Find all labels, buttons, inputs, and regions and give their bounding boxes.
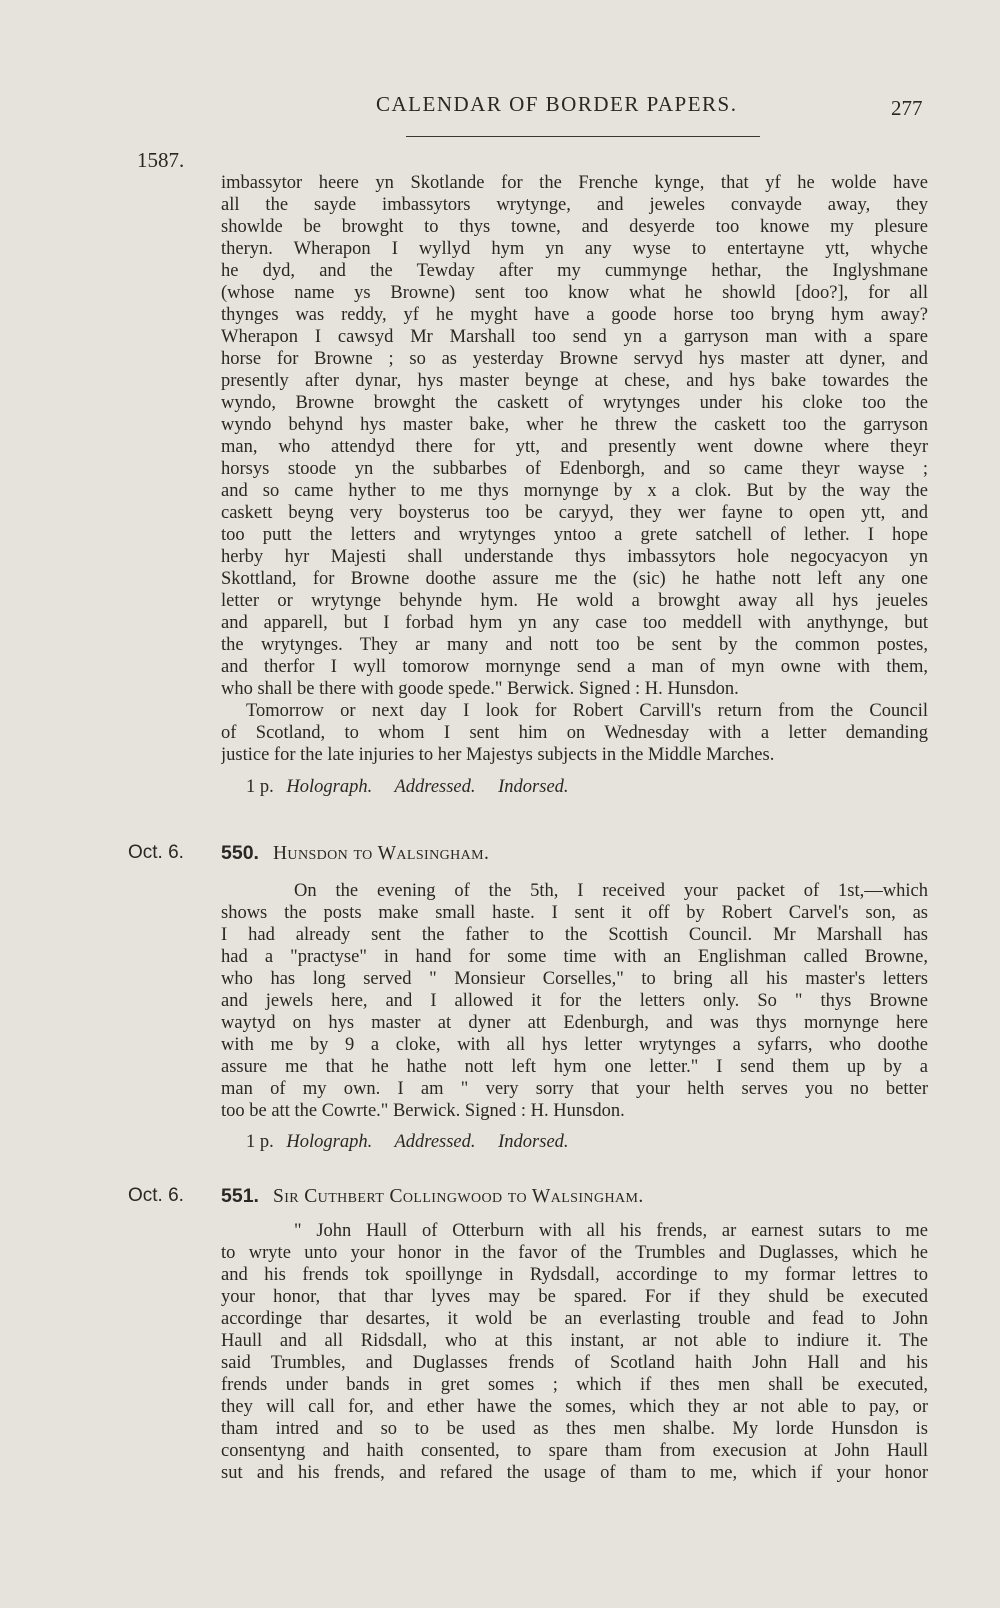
text-line: I had already sent the father to the Scottish Council. Mr Marshall has <box>221 925 928 945</box>
entry-number: 550. <box>221 842 259 864</box>
text-line: tham intred and so to be used as thes men shalbe. My lorde Hunsdon is <box>221 1419 928 1439</box>
text-line: to wryte unto your honor in the favor of the Trumbles and Duglasses, which he <box>221 1243 928 1263</box>
note-holograph: Holograph. <box>286 1132 373 1152</box>
text-line: showlde be browght to thys towne, and desyerde too knowe my plesure <box>221 217 928 237</box>
entry-date: Oct. 6. <box>128 1185 184 1206</box>
entry-heading <box>221 842 489 865</box>
text-line: shows the posts make small haste. I sent it off by Robert Carvel's son, as <box>221 903 928 923</box>
text-line: letter or wrytynge behynde hym. He wold a browght away all hys jeueles <box>221 591 928 611</box>
text-line: consentyng and haith consented, to spare tham from execusion at John Haull <box>221 1441 928 1461</box>
margin-year: 1587. <box>137 148 185 172</box>
text-line: Wherapon I cawsyd Mr Marshall too send yn a garryson man with a spare <box>221 327 928 347</box>
text-line: (whose name ys Browne) sent too know what he showld [doo?], for all <box>221 283 928 303</box>
text-line: thynges was reddy, yf he myght have a goode horse too bryng hym away? <box>221 305 928 325</box>
document-description <box>246 777 569 798</box>
text-line: caskett beyng very boysterus too be caryyd, they wer fayne to open ytt, and <box>221 503 928 523</box>
text-line: wyndo behynd hys master bake, wher he threw the caskett too the garryson <box>221 415 928 435</box>
text-line: waytyd on hys master at dyner att Edenburgh, and was thys mornynge here <box>221 1013 928 1033</box>
text-line: presently after dynar, hys master beynge at chese, and hys bake towardes the <box>221 371 928 391</box>
header-rule <box>406 136 760 137</box>
text-line: Haull and all Ridsdall, who at this instant, ar not able to indiure it. The <box>221 1331 928 1351</box>
text-line: man of my own. I am " very sorry that your helth serves you no better <box>221 1079 928 1099</box>
text-line: and jewels here, and I allowed it for the letters only. So " thys Browne <box>221 991 928 1011</box>
text-line: said Trumbles, and Duglasses frends of Scotland haith John Hall and his <box>221 1353 928 1373</box>
text-line: with me by 9 a cloke, with all hys letter wrytynges a syfarrs, who doothe <box>221 1035 928 1055</box>
text-line: justice for the late injuries to her Majestys subjects in the Middle Marches. <box>221 745 775 765</box>
text-line: the wrytynges. They ar many and nott too be sent by the common postes, <box>221 635 928 655</box>
text-line: assure me that he hathe nott left hym one letter." I send them up by a <box>221 1057 928 1077</box>
note-addressed: Addressed. <box>394 777 476 797</box>
entry-heading <box>221 1185 644 1208</box>
text-line: sut and his frends, and refared the usage of tham to me, which if your honor <box>221 1463 928 1483</box>
text-line: wyndo, Browne browght the caskett of wrytynges under his cloke too the <box>221 393 928 413</box>
text-line: all the sayde imbassytors wrytynge, and jeweles convayde away, they <box>221 195 928 215</box>
running-header-title: CALENDAR OF BORDER PAPERS. <box>376 92 738 116</box>
text-line: accordinge thar desartes, it wold be an everlasting trouble and fead to John <box>221 1309 928 1329</box>
text-line: who shall be there with goode spede." Berwick. Signed : H. Hunsdon. <box>221 679 739 699</box>
text-line: your honor, that thar lyves may be spared. For if they shuld be executed <box>221 1287 928 1307</box>
note-holograph: Holograph. <box>286 777 373 797</box>
note-indorsed: Indorsed. <box>498 777 569 797</box>
text-line: and therfor I wyll tomorow mornynge send a man of myn owne with them, <box>221 657 928 677</box>
page-count: 1 p. <box>246 1132 274 1152</box>
text-line: and so came hyther to me thys mornynge by x a clok. But by the way the <box>221 481 928 501</box>
page-number: 277 <box>891 96 923 120</box>
text-line: too be att the Cowrte." Berwick. Signed : H. Hunsdon. <box>221 1101 625 1121</box>
text-line: had a "practyse" in hand for some time with an Englishman called Browne, <box>221 947 928 967</box>
text-line: Skottland, for Browne doothe assure me the (sic) he hathe nott left any one <box>221 569 928 589</box>
text-line: of Scotland, to whom I sent him on Wednesday with a letter demanding <box>221 723 928 743</box>
text-line: and apparell, but I forbad hym yn any case too meddell with anythynge, but <box>221 613 928 633</box>
entry-date: Oct. 6. <box>128 842 184 863</box>
text-line: horse for Browne ; so as yesterday Browne servyd hys master att dyner, and <box>221 349 928 369</box>
page-count: 1 p. <box>246 777 274 797</box>
text-line: imbassytor heere yn Skotlande for the Frenche kynge, that yf he wolde have <box>221 173 928 193</box>
entry-title: Sir Cuthbert Collingwood to Walsingham. <box>272 1186 644 1207</box>
text-line: frends under bands in gret somes ; which if thes men shall be executed, <box>221 1375 928 1395</box>
text-line: too putt the letters and wrytynges yntoo a grete satchell of lether. I hope <box>221 525 928 545</box>
text-line: who has long served " Monsieur Corselles," to bring all his master's letters <box>221 969 928 989</box>
text-line: horsys stoode yn the subbarbes of Edenborgh, and so came theyr wayse ; <box>221 459 928 479</box>
text-line: man, who attendyd there for ytt, and presently went downe where theyr <box>221 437 928 457</box>
document-description <box>246 1132 569 1153</box>
note-indorsed: Indorsed. <box>498 1132 569 1152</box>
entry-title: Hunsdon to Walsingham. <box>272 843 490 864</box>
text-line: theryn. Wherapon I wyllyd hym yn any wyse to entertayne ytt, whyche <box>221 239 928 259</box>
text-line: Tomorrow or next day I look for Robert Carvill's return from the Council <box>246 701 928 721</box>
text-line: and his frends tok spoillynge in Rydsdall, accordinge to my formar lettres to <box>221 1265 928 1285</box>
note-addressed: Addressed. <box>394 1132 476 1152</box>
text-line: " John Haull of Otterburn with all his frends, ar earnest sutars to me <box>294 1221 928 1241</box>
text-line: they will call for, and ether hawe the somes, which they ar not able to pay, or <box>221 1397 928 1417</box>
text-line: herby hyr Majesti shall understande thys imbassytors hole negocyacyon yn <box>221 547 928 567</box>
entry-number: 551. <box>221 1185 259 1207</box>
text-line: On the evening of the 5th, I received your packet of 1st,—which <box>294 881 928 901</box>
text-line: he dyd, and the Tewday after my cummynge hethar, the Inglyshmane <box>221 261 928 281</box>
